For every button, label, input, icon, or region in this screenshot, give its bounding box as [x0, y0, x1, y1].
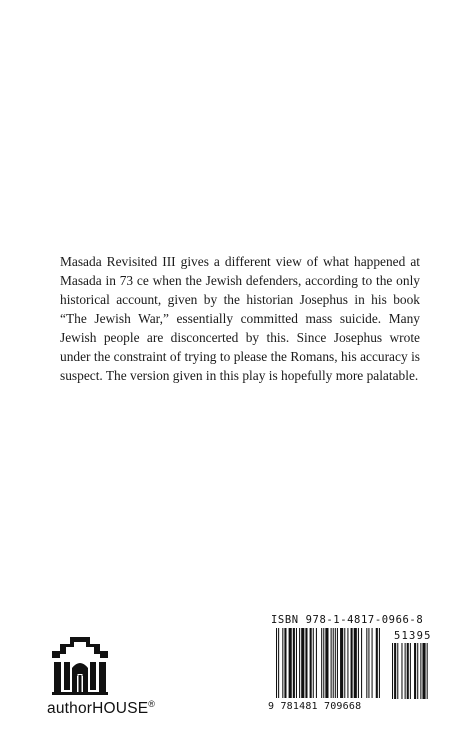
- authorhouse-logo-icon: [50, 634, 110, 696]
- barcode: [266, 611, 430, 716]
- blurb-text: Masada Revisited III gives a different view of what happened at Masada in 73 ce when the Jewish defenders, according to the only historical account, given by the historian Josephus in his book “The Jewish War,” essentially committed mass suicide. Many Jewish people are disconcerted by this. Since Josephus wrote under the constraint of trying to please the Romans, his accuracy is suspect. The version given in this play is hopefully more palatable.: [60, 254, 420, 383]
- publisher-name: authorHOUSE®: [47, 699, 156, 718]
- ean-digits: 9 781481 709668: [268, 701, 362, 712]
- isbn-label: ISBN 978-1-4817-0966-8: [271, 614, 424, 626]
- price-code: 51395: [394, 630, 432, 642]
